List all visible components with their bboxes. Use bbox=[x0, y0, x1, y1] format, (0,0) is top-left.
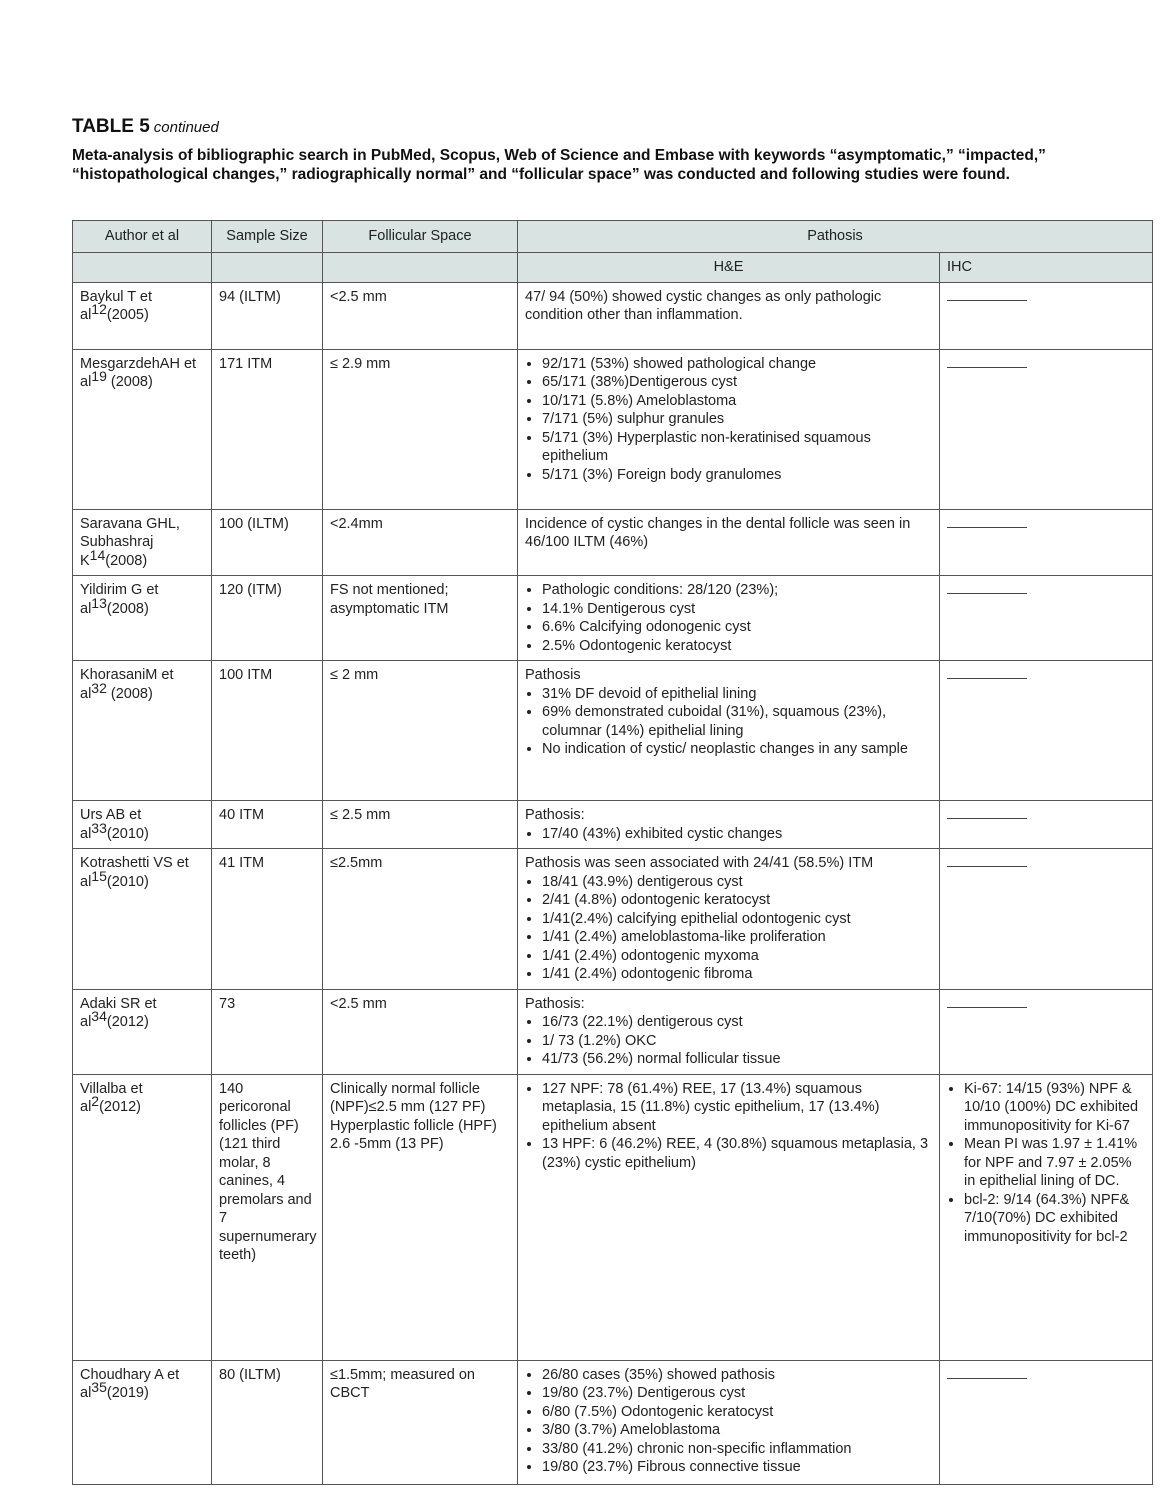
table-row bbox=[73, 509, 1153, 576]
he-list-item: • 6.6% Calcifying odonogenic cyst bbox=[542, 618, 932, 637]
he-list-item: • 1/41 (2.4%) odontogenic fibroma bbox=[542, 965, 932, 984]
subheader-empty bbox=[323, 253, 518, 283]
author-name: Baykul T et al bbox=[80, 288, 153, 323]
author-name: KhorasaniM et al bbox=[80, 667, 174, 702]
author-name: Adaki SR et al bbox=[80, 995, 157, 1030]
publication-year: (2008) bbox=[105, 552, 148, 569]
he-cell bbox=[518, 989, 940, 1074]
he-list-item: • 65/171 (38%)Dentigerous cyst bbox=[542, 373, 932, 392]
table-row bbox=[73, 661, 1153, 801]
he-list-item: • 2/41 (4.8%) odontogenic keratocyst bbox=[542, 891, 932, 910]
continued-label: continued bbox=[153, 119, 219, 136]
he-list bbox=[525, 1366, 932, 1477]
table-row bbox=[73, 576, 1153, 661]
dash-line bbox=[947, 1378, 1027, 1379]
he-list-item: • 6/80 (7.5%) Odontogenic keratocyst bbox=[542, 1403, 932, 1422]
he-list-item: • No indication of cystic/ neoplastic changes in any sample bbox=[542, 740, 932, 759]
reference-number: 34 bbox=[91, 1008, 107, 1024]
reference-number: 2 bbox=[91, 1093, 100, 1109]
he-list-item: • 19/80 (23.7%) Fibrous connective tissue bbox=[542, 1458, 932, 1477]
author-cell bbox=[73, 801, 212, 849]
he-list-item: • 17/40 (43%) exhibited cystic changes bbox=[542, 825, 932, 844]
dash-line bbox=[947, 678, 1027, 679]
sample-size-cell: 171 ITM bbox=[212, 349, 323, 509]
header-ihc: IHC bbox=[940, 253, 1153, 283]
header-follicular-space: Follicular Space bbox=[323, 221, 518, 253]
ihc-cell bbox=[940, 282, 1153, 349]
he-list-item: • Pathologic conditions: 28/120 (23%); bbox=[542, 581, 932, 600]
he-text: Pathosis: bbox=[525, 995, 585, 1012]
follicular-space-cell: ≤1.5mm; measured on CBCT bbox=[323, 1360, 518, 1484]
he-list-item: • 1/41(2.4%) calcifying epithelial odontogenic cyst bbox=[542, 910, 932, 929]
dash-line bbox=[947, 593, 1027, 594]
table-label bbox=[72, 116, 1112, 138]
table-row bbox=[73, 849, 1153, 990]
publication-year: (2008) bbox=[106, 374, 153, 390]
ihc-cell bbox=[940, 509, 1153, 576]
he-list-item: • 19/80 (23.7%) Dentigerous cyst bbox=[542, 1384, 932, 1403]
follicular-space-cell: <2.5 mm bbox=[323, 989, 518, 1074]
ihc-list bbox=[947, 1080, 1145, 1247]
table-row bbox=[73, 989, 1153, 1074]
header-row bbox=[73, 221, 1153, 253]
author-name: Urs AB et al bbox=[80, 807, 142, 842]
he-list bbox=[525, 581, 932, 655]
he-cell bbox=[518, 349, 940, 509]
ihc-list-item: • Ki-67: 14/15 (93%) NPF & 10/10 (100%) DC exhibited immunopositivity for Ki-67 bbox=[964, 1080, 1145, 1136]
publication-year: (2012) bbox=[99, 1099, 142, 1115]
he-list bbox=[525, 1080, 932, 1173]
he-cell bbox=[518, 1074, 940, 1360]
table-row bbox=[73, 1360, 1153, 1484]
he-list bbox=[525, 355, 932, 485]
author-cell bbox=[73, 661, 212, 801]
publication-year: (2005) bbox=[106, 307, 149, 323]
follicular-space-cell: ≤ 2.9 mm bbox=[323, 349, 518, 509]
sample-size-cell: 73 bbox=[212, 989, 323, 1074]
subheader-empty bbox=[73, 253, 212, 283]
he-text: Pathosis: bbox=[525, 807, 585, 823]
ihc-cell bbox=[940, 661, 1153, 801]
follicular-space-cell: <2.4mm bbox=[323, 509, 518, 576]
ihc-cell bbox=[940, 849, 1153, 990]
he-cell bbox=[518, 576, 940, 661]
dash-line bbox=[947, 527, 1027, 528]
he-cell bbox=[518, 801, 940, 849]
he-list-item: • 31% DF devoid of epithelial lining bbox=[542, 685, 932, 704]
ihc-cell bbox=[940, 1074, 1153, 1360]
he-list-item: • 92/171 (53%) showed pathological change bbox=[542, 355, 932, 374]
dash-line bbox=[947, 300, 1027, 301]
reference-number: 13 bbox=[91, 594, 107, 611]
he-cell bbox=[518, 661, 940, 801]
publication-year: (2008) bbox=[106, 685, 153, 702]
dash-line bbox=[947, 866, 1027, 867]
header-author: Author et al bbox=[73, 221, 212, 253]
reference-number: 12 bbox=[91, 301, 107, 317]
author-name: Choudhary A et al bbox=[80, 1366, 180, 1401]
he-list-item: • 7/171 (5%) sulphur granules bbox=[542, 410, 932, 429]
publication-year: (2019) bbox=[106, 1385, 149, 1401]
author-cell bbox=[73, 1074, 212, 1360]
he-list-item: • 10/171 (5.8%) Ameloblastoma bbox=[542, 392, 932, 411]
subheader-empty bbox=[212, 253, 323, 283]
he-list-item: • 3/80 (3.7%) Ameloblastoma bbox=[542, 1421, 932, 1440]
he-list bbox=[525, 685, 932, 759]
he-list-item: • 5/171 (3%) Hyperplastic non-keratinised squamous epithelium bbox=[542, 429, 932, 466]
ihc-cell bbox=[940, 1360, 1153, 1484]
reference-number: 19 bbox=[91, 368, 107, 384]
reference-number: 14 bbox=[89, 546, 106, 563]
table-row bbox=[73, 282, 1153, 349]
follicular-space-cell: ≤ 2.5 mm bbox=[323, 801, 518, 849]
dash-line bbox=[947, 1007, 1027, 1008]
he-list-item: • 18/41 (43.9%) dentigerous cyst bbox=[542, 873, 932, 892]
sample-size-cell: 41 ITM bbox=[212, 849, 323, 990]
publication-year: (2008) bbox=[106, 600, 149, 617]
ihc-list-item: • Mean PI was 1.97 ± 1.41% for NPF and 7.97 ± 2.05% in epithelial lining of DC. bbox=[964, 1135, 1145, 1191]
he-list-item: • 1/41 (2.4%) ameloblastoma-like proliferation bbox=[542, 928, 932, 947]
publication-year: (2010) bbox=[106, 825, 149, 842]
author-cell bbox=[73, 849, 212, 990]
ihc-cell bbox=[940, 989, 1153, 1074]
he-cell bbox=[518, 509, 940, 576]
ihc-cell bbox=[940, 576, 1153, 661]
reference-number: 35 bbox=[91, 1379, 107, 1395]
dash-line bbox=[947, 818, 1027, 819]
subheader-row bbox=[73, 253, 1153, 283]
author-name: Yildirim G et al bbox=[80, 582, 159, 617]
sample-size-cell: 80 (ILTM) bbox=[212, 1360, 323, 1484]
header-sample-size: Sample Size bbox=[212, 221, 323, 253]
table-caption: Meta-analysis of bibliographic search in PubMed, Scopus, Web of Science and Embase with keywords “asymptomatic,” “impacted,” “histopathological changes,” radiographically normal” and “follicular space” was conducted and following studies were found. bbox=[72, 147, 1046, 183]
publication-year: (2012) bbox=[106, 1014, 149, 1030]
author-name: Kotrashetti VS et al bbox=[80, 855, 189, 890]
table-heading bbox=[72, 116, 1112, 184]
he-cell bbox=[518, 282, 940, 349]
he-list bbox=[525, 825, 932, 844]
sample-size-cell: 94 (ILTM) bbox=[212, 282, 323, 349]
he-list-item: • 2.5% Odontogenic keratocyst bbox=[542, 637, 932, 656]
he-list bbox=[525, 1013, 932, 1069]
author-cell bbox=[73, 349, 212, 509]
he-list-item: • 33/80 (41.2%) chronic non-specific inflammation bbox=[542, 1440, 932, 1459]
he-list-item: • 5/171 (3%) Foreign body granulomes bbox=[542, 466, 932, 485]
he-cell bbox=[518, 849, 940, 990]
author-cell bbox=[73, 576, 212, 661]
table-row bbox=[73, 801, 1153, 849]
he-list-item: • 13 HPF: 6 (46.2%) REE, 4 (30.8%) squamous metaplasia, 3 (23%) cystic epithelium) bbox=[542, 1135, 932, 1172]
he-text: Pathosis bbox=[525, 667, 581, 683]
he-list-item: • 14.1% Dentigerous cyst bbox=[542, 600, 932, 619]
he-list bbox=[525, 873, 932, 984]
header-he: H&E bbox=[518, 253, 940, 283]
header-pathosis: Pathosis bbox=[518, 221, 1153, 253]
he-list-item: • 1/ 73 (1.2%) OKC bbox=[542, 1032, 932, 1051]
he-list-item: • 41/73 (56.2%) normal follicular tissue bbox=[542, 1050, 932, 1069]
table-row bbox=[73, 1074, 1153, 1360]
reference-number: 32 bbox=[91, 679, 107, 696]
he-text: Pathosis was seen associated with 24/41 (58.5%) ITM bbox=[525, 855, 874, 871]
sample-size-cell: 120 (ITM) bbox=[212, 576, 323, 661]
author-cell bbox=[73, 282, 212, 349]
he-list-item: • 26/80 cases (35%) showed pathosis bbox=[542, 1366, 932, 1385]
author-name: Saravana GHL, Subhashraj K bbox=[80, 515, 180, 569]
follicular-space-cell: ≤2.5mm bbox=[323, 849, 518, 990]
dash-line bbox=[947, 367, 1027, 368]
he-list-item: • 127 NPF: 78 (61.4%) REE, 17 (13.4%) squamous metaplasia, 15 (11.8%) cystic epithelium, 17 (13.4%) epithelium absent bbox=[542, 1080, 932, 1136]
he-text: 47/ 94 (50%) showed cystic changes as only pathologic condition other than inflammation. bbox=[525, 288, 882, 323]
he-list-item: • 1/41 (2.4%) odontogenic myxoma bbox=[542, 947, 932, 966]
sample-size-cell: 140 pericoronal follicles (PF) (121 third molar, 8 canines, 4 premolars and 7 supernumerary teeth) bbox=[212, 1074, 323, 1360]
publication-year: (2010) bbox=[106, 873, 149, 890]
ihc-cell bbox=[940, 349, 1153, 509]
he-text: Incidence of cystic changes in the dental follicle was seen in 46/100 ILTM (46%) bbox=[525, 515, 911, 550]
follicular-space-cell: FS not mentioned; asymptomatic ITM bbox=[323, 576, 518, 661]
author-cell bbox=[73, 509, 212, 576]
sample-size-cell: 100 (ILTM) bbox=[212, 509, 323, 576]
reference-number: 15 bbox=[91, 867, 107, 884]
follicular-space-cell: Clinically normal follicle (NPF)≤2.5 mm (127 PF) Hyperplastic follicle (HPF) 2.6 -5mm (13 PF) bbox=[323, 1074, 518, 1360]
he-list-item: • 69% demonstrated cuboidal (31%), squamous (23%), columnar (14%) epithelial lining bbox=[542, 703, 932, 740]
sample-size-cell: 100 ITM bbox=[212, 661, 323, 801]
author-name: Villalba et al bbox=[80, 1080, 143, 1115]
table-row bbox=[73, 349, 1153, 509]
he-list-item: • 16/73 (22.1%) dentigerous cyst bbox=[542, 1013, 932, 1032]
author-cell bbox=[73, 989, 212, 1074]
sample-size-cell: 40 ITM bbox=[212, 801, 323, 849]
author-cell bbox=[73, 1360, 212, 1484]
table-number: TABLE 5 bbox=[72, 116, 150, 137]
reference-number: 33 bbox=[91, 819, 107, 836]
ihc-list-item: • bcl-2: 9/14 (64.3%) NPF& 7/10(70%) DC exhibited immunopositivity for bcl-2 bbox=[964, 1191, 1145, 1247]
ihc-cell bbox=[940, 801, 1153, 849]
meta-analysis-table bbox=[72, 220, 1153, 1485]
he-cell bbox=[518, 1360, 940, 1484]
follicular-space-cell: ≤ 2 mm bbox=[323, 661, 518, 801]
follicular-space-cell: <2.5 mm bbox=[323, 282, 518, 349]
author-name: MesgarzdehAH et al bbox=[80, 355, 197, 390]
